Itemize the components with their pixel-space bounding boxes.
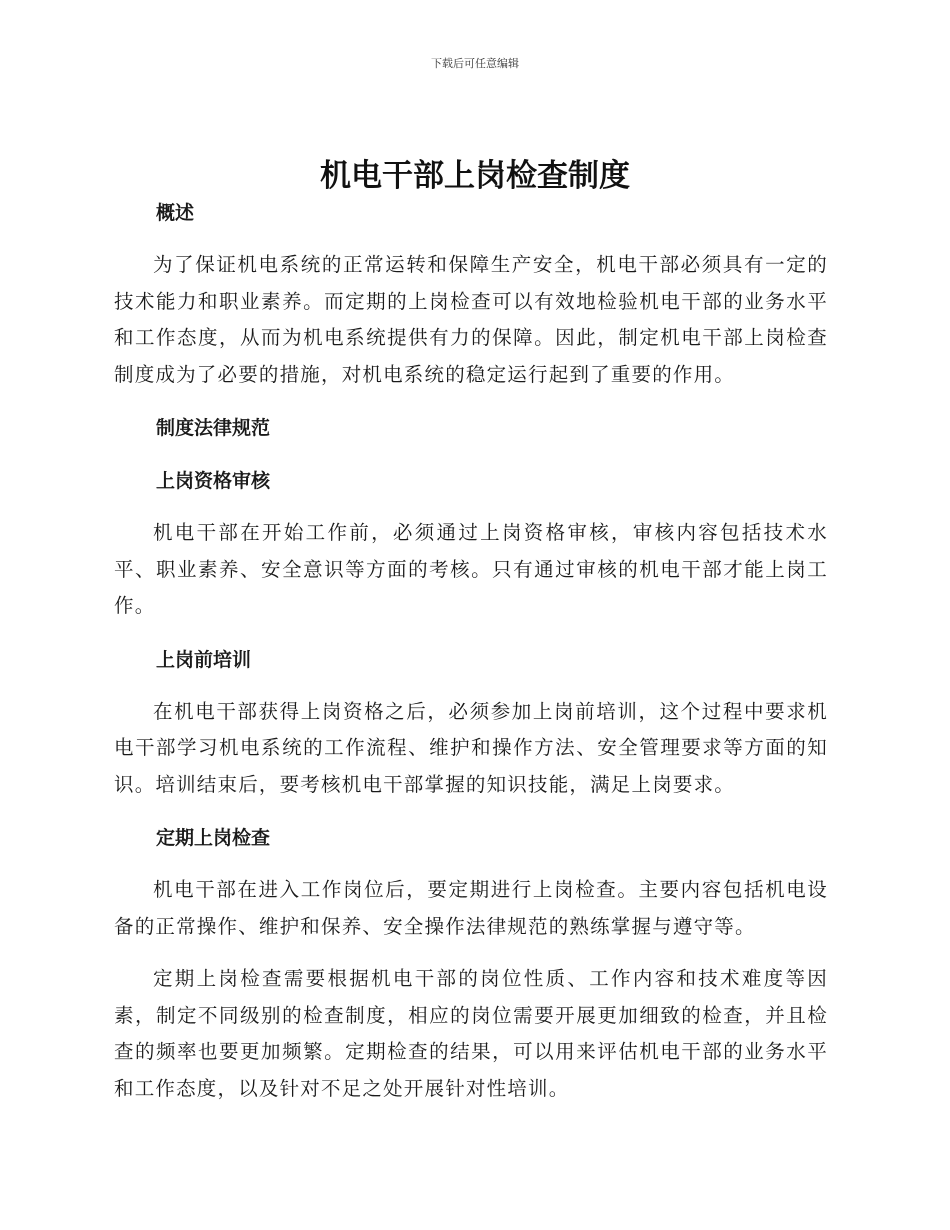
paragraph-training: 在机电干部获得上岗资格之后，必须参加上岗前培训，这个过程中要求机电干部学习机电系统的工作流程、维护和操作方法、安全管理要求等方面的知识。培训结束后，要考核机电干部掌握的知识技能，满足上岗要求。 [114, 699, 828, 796]
paragraph-periodic-1: 机电干部在进入工作岗位后，要定期进行上岗检查。主要内容包括机电设备的正常操作、维护和保养、安全操作法律规范的熟练掌握与遵守等。 [114, 878, 828, 938]
document-body [114, 195, 828, 1107]
paragraph-qualification: 机电干部在开始工作前，必须通过上岗资格审核，审核内容包括技术水平、职业素养、安全意识等方面的考核。只有通过审核的机电干部才能上岗工作。 [114, 521, 828, 617]
header-note: 下载后可任意编辑 [431, 57, 519, 70]
section-heading-qualification: 上岗资格审核 [156, 470, 271, 492]
section-heading-periodic: 定期上岗检查 [156, 827, 271, 849]
section-heading-overview: 概述 [156, 202, 195, 224]
paragraph-periodic-2: 定期上岗检查需要根据机电干部的岗位性质、工作内容和技术难度等因素，制定不同级别的检查制度，相应的岗位需要开展更加细致的检查，并且检查的频率也要更加频繁。定期检查的结果，可以用来评估机电干部的业务水平和工作态度，以及针对不足之处开展针对性培训。 [114, 967, 828, 1100]
section-heading-regulations: 制度法律规范 [156, 417, 271, 439]
section-heading-training: 上岗前培训 [156, 648, 252, 671]
paragraph-overview: 为了保证机电系统的正常运转和保障生产安全，机电干部必须具有一定的技术能力和职业素养。而定期的上岗检查可以有效地检验机电干部的业务水平和工作态度，从而为机电系统提供有力的保障。因此，制定机电干部上岗检查制度成为了必要的措施，对机电系统的稳定运行起到了重要的作用。 [114, 253, 828, 386]
document-title: 机电干部上岗检查制度 [320, 158, 630, 194]
